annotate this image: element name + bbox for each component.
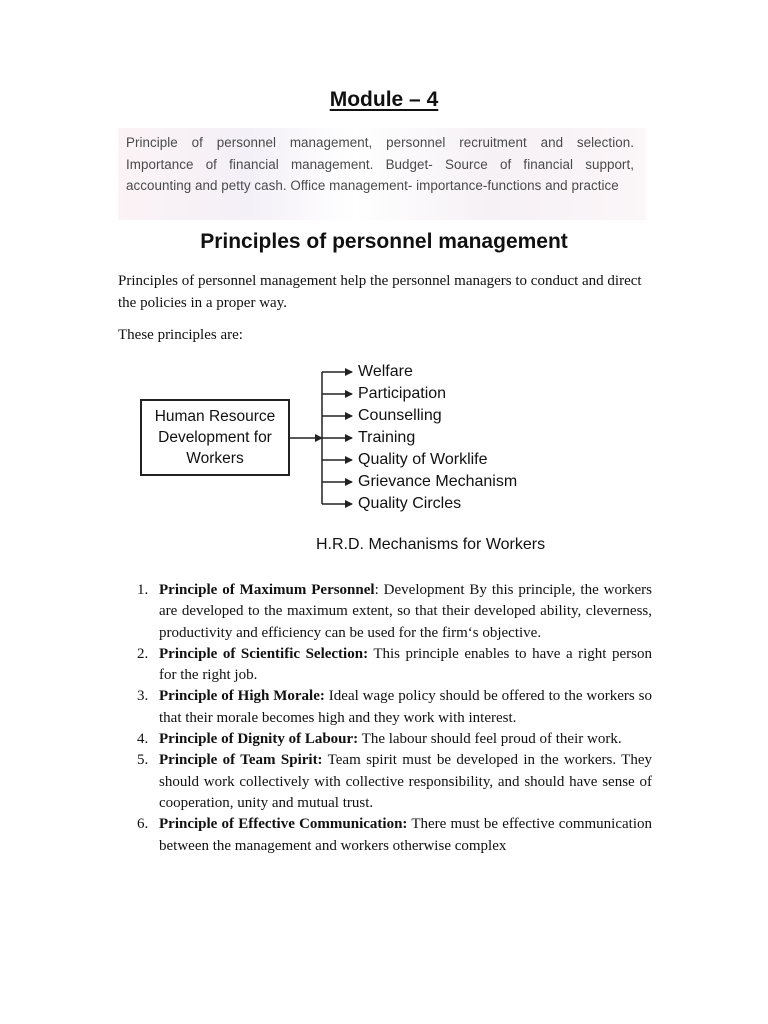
section-heading: Principles of personnel management (200, 230, 568, 253)
principle-term: Principle of Maximum Personnel (159, 582, 375, 598)
syllabus-box (118, 128, 646, 220)
item-number: 4. (137, 731, 149, 748)
page-title: Module – 4 (329, 88, 439, 111)
principle-term: Principle of Scientific Selection: (159, 645, 369, 662)
syllabus-text: Principle of personnel management, personnel recruitment and selection. Importance of financial management. Budget- Source of financial support, accounting and petty cash. Office management- importance-functions and practice (126, 135, 634, 194)
principle-term: Principle of Dignity of Labour: (159, 731, 359, 748)
box-line: Human Resource (154, 408, 276, 425)
principle-term: Principle of Team Spirit: (159, 752, 323, 769)
principle-text: Team spirit must be developed in the workers. They should work collectively with collective responsibility, and should have sense of cooperation, unity and mutual trust. (159, 752, 652, 811)
principle-text: The labour should feel proud of their work. (358, 731, 622, 748)
mechanism-item: Welfare (358, 363, 413, 380)
principles-intro: These principles are: (118, 327, 243, 343)
mechanism-item: Quality Circles (358, 495, 462, 512)
principle-item (118, 580, 652, 644)
mechanism-item: Quality of Worklife (358, 451, 488, 468)
principle-text: Development By this principle, the workers are developed to the maximum extent, so that their developed ability, cleverness, productivity and efficiency can be used for the firm‘s objective. (159, 582, 652, 641)
item-number: 5. (137, 752, 149, 769)
principle-text: There must be effective communication between the management and workers otherwise complex (159, 816, 653, 854)
principle-item (118, 750, 652, 814)
principle-term: Principle of High Morale: (159, 688, 325, 705)
principle-item (118, 644, 652, 687)
principles-list (118, 580, 652, 857)
principle-separator: : (374, 582, 379, 598)
mechanism-item: Participation (358, 385, 447, 402)
item-number: 1. (137, 582, 149, 598)
principle-text: Ideal wage policy should be offered to the workers so that their morale becomes high and they work with interest. (159, 688, 652, 726)
mechanism-item: Grievance Mechanism (358, 473, 518, 490)
mechanism-item: Counselling (358, 407, 442, 424)
intro-paragraph: Principles of personnel management help the personnel managers to conduct and direct the policies in a proper way. (118, 273, 642, 311)
hrd-diagram (130, 356, 600, 566)
mechanism-list (358, 361, 517, 515)
figure-caption: H.R.D. Mechanisms for Workers (316, 536, 546, 553)
principle-item (118, 686, 652, 729)
item-number: 2. (137, 645, 149, 662)
principle-term: Principle of Effective Communication: (159, 816, 408, 833)
item-number: 6. (137, 816, 149, 833)
principle-text: This principle enables to have a right person for the right job. (159, 645, 652, 684)
principle-item (118, 729, 652, 750)
item-number: 3. (137, 688, 149, 705)
box-line: Development for (158, 429, 272, 446)
hrd-box (140, 399, 290, 476)
mechanism-item: Training (358, 429, 416, 446)
principle-item (118, 814, 652, 857)
box-line: Workers (186, 450, 244, 467)
